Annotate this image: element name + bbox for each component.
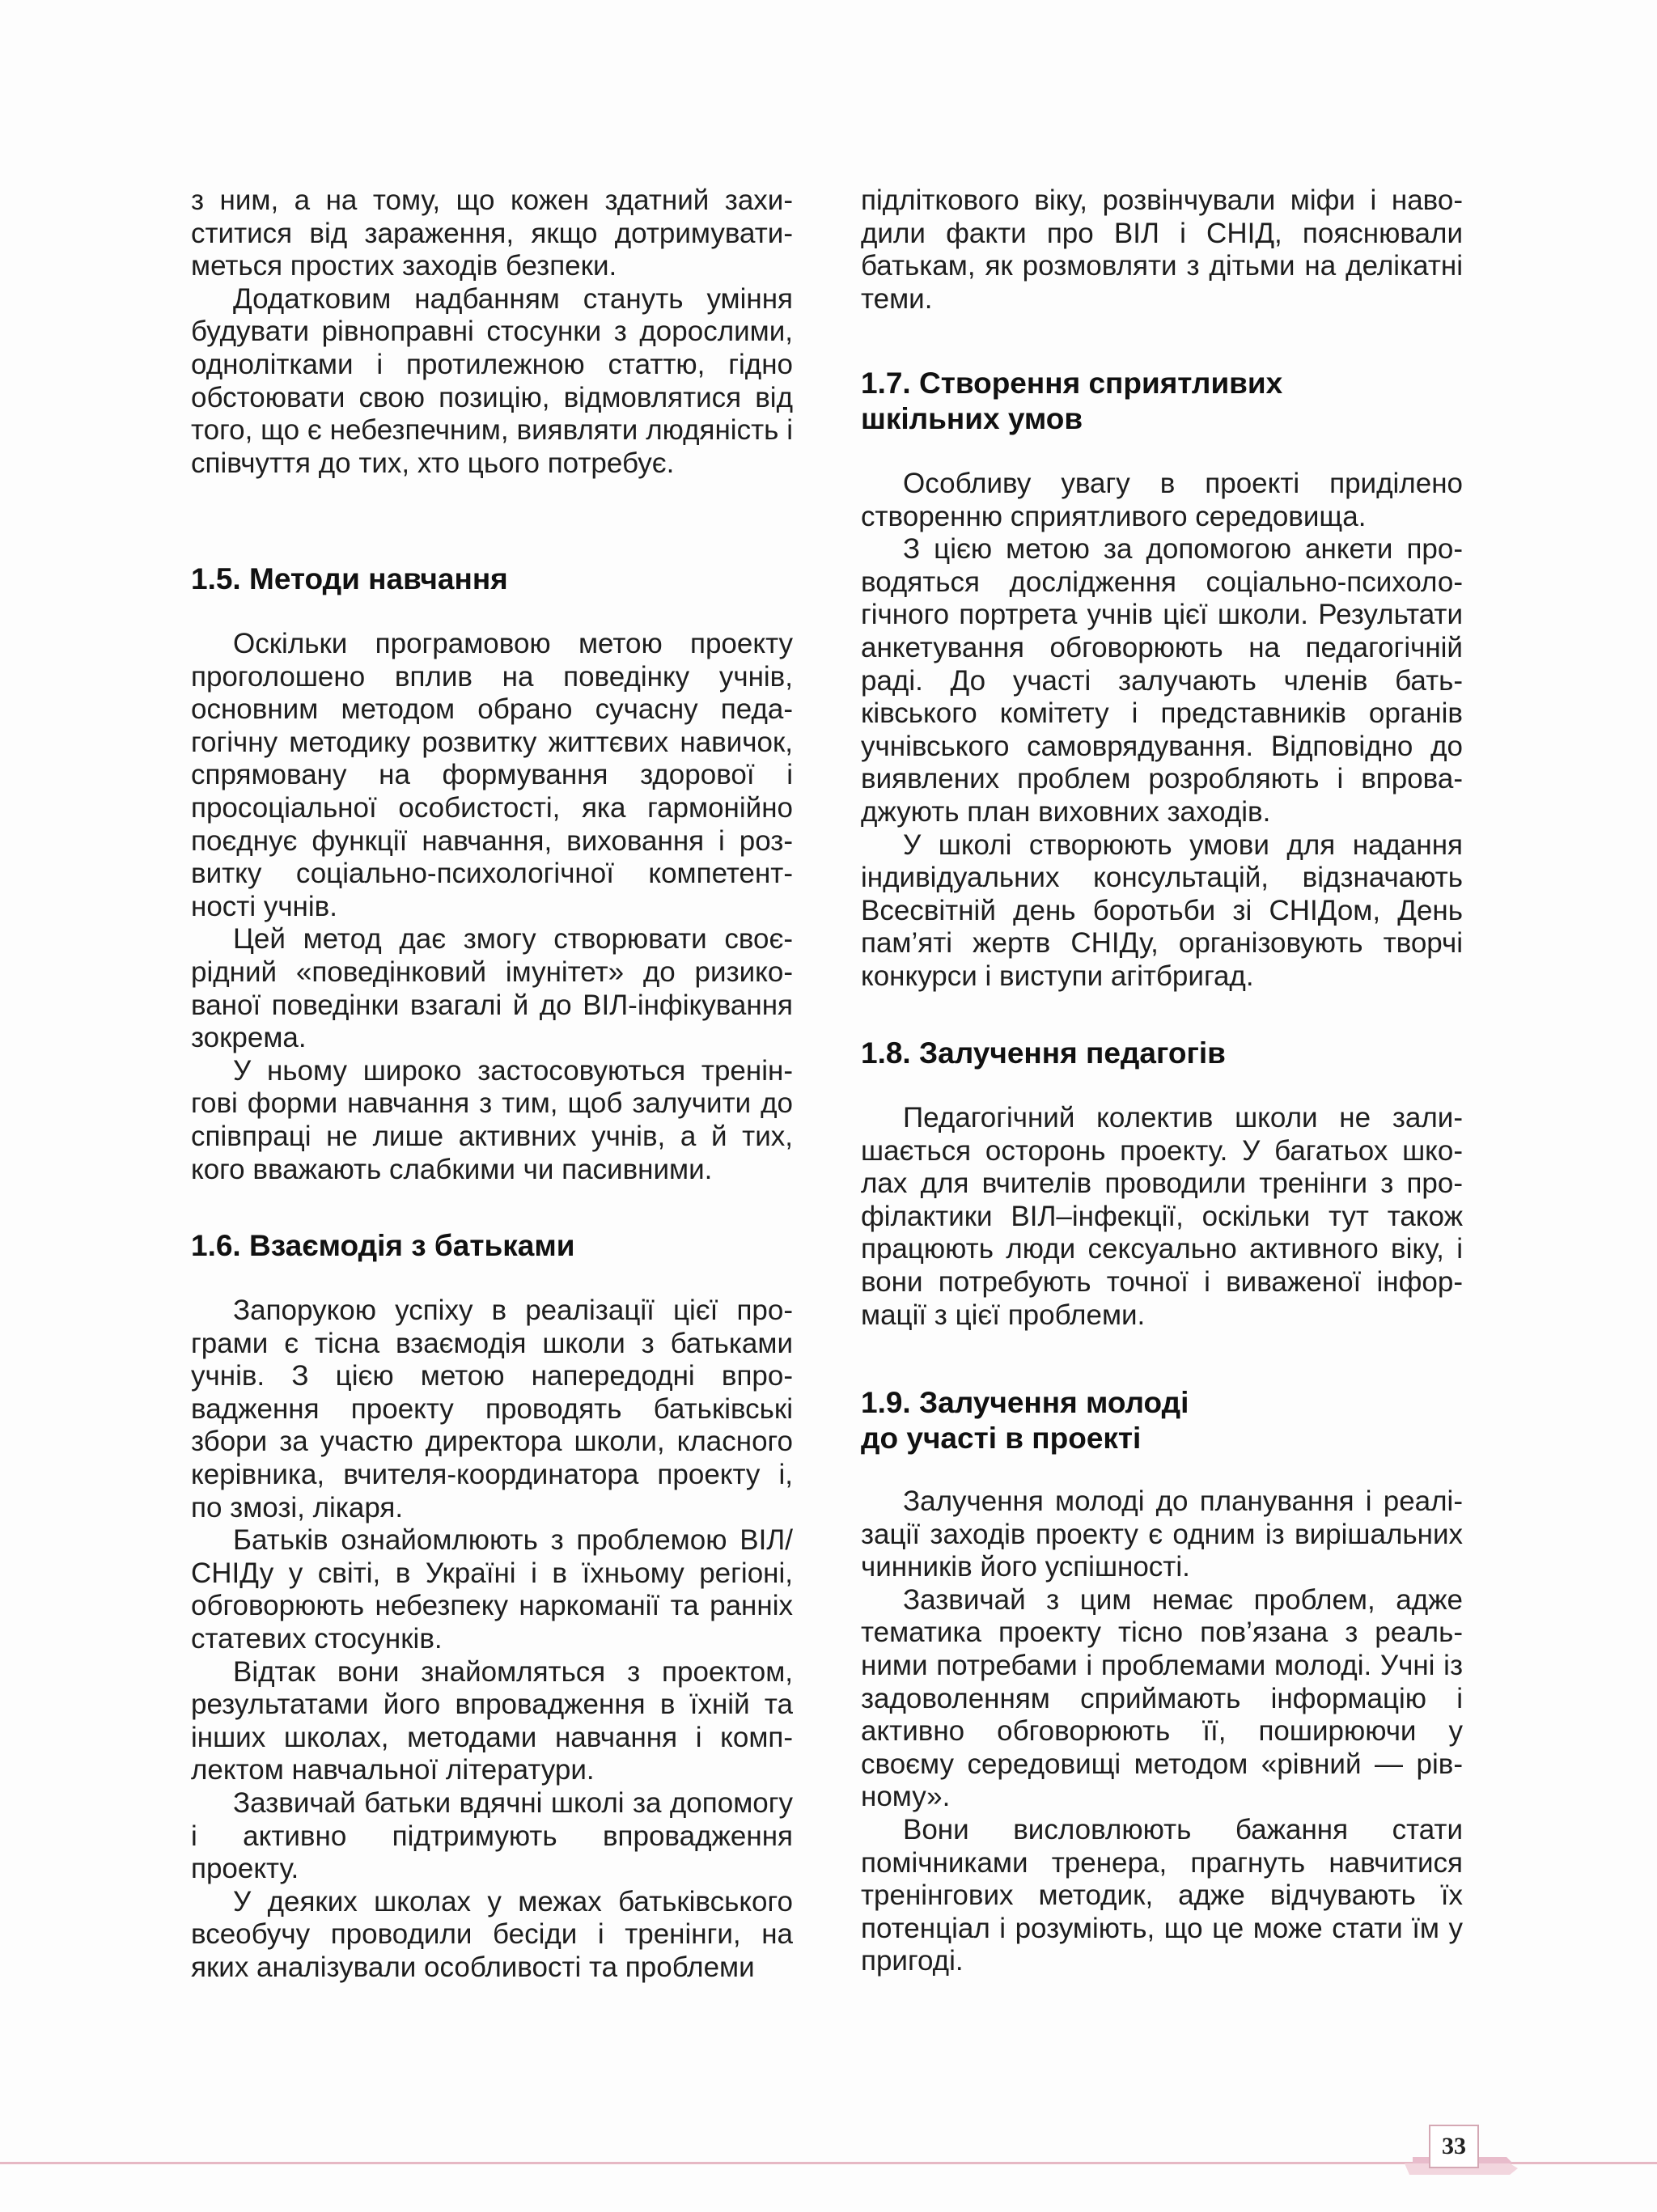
heading-line: 1.7. Створення сприятливих	[861, 367, 1283, 400]
section-body-1-8	[861, 1102, 1463, 1332]
paragraph: У ньому широко застосовуються тренінгові форми навчання з тим, щоб залучити до співпраці не лише активних учнів, а й тих, кого вважають слабкими чи пасивними.	[191, 1054, 793, 1185]
paragraph: Вони висловлюють бажання стати помічниками тренера, прагнуть навчитися тренінгових методик, адже відчувають їх потенціал і розуміють, що це може стати їм у пригоді.	[861, 1813, 1463, 1977]
section-heading-1-5: 1.5. Методи навчання	[191, 562, 508, 595]
paragraph: підліткового віку, розвінчували міфи і наводили факти про ВІЛ і СНІД, пояснювали батькам, як розмовляти з дітьми на делікатні теми.	[861, 184, 1463, 315]
paragraph: У школі створюють умови для надання індивідуальних консультацій, відзначають Всесвітній день боротьби зі СНІДом, День пам’яті жертв СНІДу, організовують творчі конкурси і виступи агітбригад.	[861, 828, 1463, 992]
paragraph: Батьків ознайомлюють з проблемою ВІЛ/СНІДу у світі, в Україні і в їхньому регіоні, обговорюють небезпеку наркоманії та ранніх статевих стосунків.	[191, 1524, 793, 1655]
paragraph: Особливу увагу в проекті приділено створенню сприятливого середовища.	[861, 468, 1463, 532]
section-body-1-6	[191, 1295, 793, 1984]
heading-line: шкільних умов	[861, 402, 1083, 435]
section-heading-1-6: 1.6. Взаємодія з батьками	[191, 1229, 575, 1262]
paragraph: Оскільки програмовою метою проекту проголошено вплив на поведінку учнів, основним методом обрано сучасну педагогічну методику розвитку життєвих навичок, спрямовану на формування здорової і просоціальної особистості, яка гармонійно поєднує функції навчання, виховання і розвитку соціально-психологічної компетентності учнів.	[191, 628, 793, 922]
paragraph: Зазвичай батьки вдячні школі за допомогу і активно підтримують впровадження проекту.	[191, 1786, 793, 1885]
paragraph: З цією метою за допомогою анкети проводяться дослідження соціально-психологічного портрета учнів цієї школи. Результати анкетування обговорюють на педагогічній раді. До участі залучають членів батьківського комітету і представників органів учнівського самоврядування. Відповідно до виявлених проблем розробляють і впроваджують план виховних заходів.	[861, 533, 1463, 828]
paragraph: Цей метод дає змогу створювати своєрідний «поведінковий імунітет» до ризикованої поведінки взагалі й до ВІЛ-інфікування зокрема.	[191, 923, 793, 1054]
paragraph: з ним, а на тому, що кожен здатний захиститися від зараження, якщо дотримуватиметься простих заходів безпеки.	[191, 184, 793, 282]
page-number: 33	[1429, 2125, 1479, 2168]
paragraph: У деяких школах у межах батьківського всеобучу проводили бесіди і тренінги, на яких аналізували особливості та проблеми	[191, 1885, 793, 1983]
paragraph: Запорукою успіху в реалізації цієї програми є тісна взаємодія школи з батьками учнів. З цією метою напередодні впровадження проекту проводять батьківські збори за участю директора школи, класного керівника, вчителя-координатора проекту і, по змозі, лікаря.	[191, 1295, 793, 1523]
heading-line: 1.9. Залучення молоді	[861, 1386, 1189, 1419]
paragraph: Залучення молоді до планування і реалізації заходів проекту є одним із вирішальних чинників його успішності.	[861, 1485, 1463, 1583]
right-intro	[861, 184, 1463, 316]
section-heading-1-9	[861, 1385, 1463, 1456]
section-body-1-9	[861, 1485, 1463, 1978]
paragraph: Відтак вони знайомляться з проектом, результатами його впровадження в їхній та інших школах, методами навчання і комплектом навчальної літератури.	[191, 1655, 793, 1786]
paragraph: Педагогічний колектив школи не залишається осторонь проекту. У багатьох школах для вчителів проводили тренінги з профілактики ВІЛ–інфекції, оскільки тут також працюють люди сексуально активного віку, і вони потребують точної і виваженої інформації з цієї проблеми.	[861, 1102, 1463, 1331]
heading-line: до участі в проекті	[861, 1422, 1142, 1455]
section-heading-1-7	[861, 366, 1463, 437]
paragraph: Зазвичай з цим немає проблем, адже тематика проекту тісно пов’язана з реальними потребами і проблемами молоді. Учні із задоволенням сприймають інформацію і активно обговорюють її, поширюючи у своєму середовищі методом «рівний — рівному».	[861, 1583, 1463, 1813]
section-body-1-5	[191, 628, 793, 1186]
left-intro	[191, 184, 793, 480]
paragraph: Додатковим надбанням стануть уміння будувати рівноправні стосунки з дорослими, однолітками і протилежною статтю, гідно обстоювати свою позицію, відмовлятися від того, що є небезпечним, виявляти людяність і співчуття до тих, хто цього потребує.	[191, 282, 793, 479]
section-body-1-7	[861, 468, 1463, 994]
section-heading-1-8: 1.8. Залучення педагогів	[861, 1036, 1226, 1070]
